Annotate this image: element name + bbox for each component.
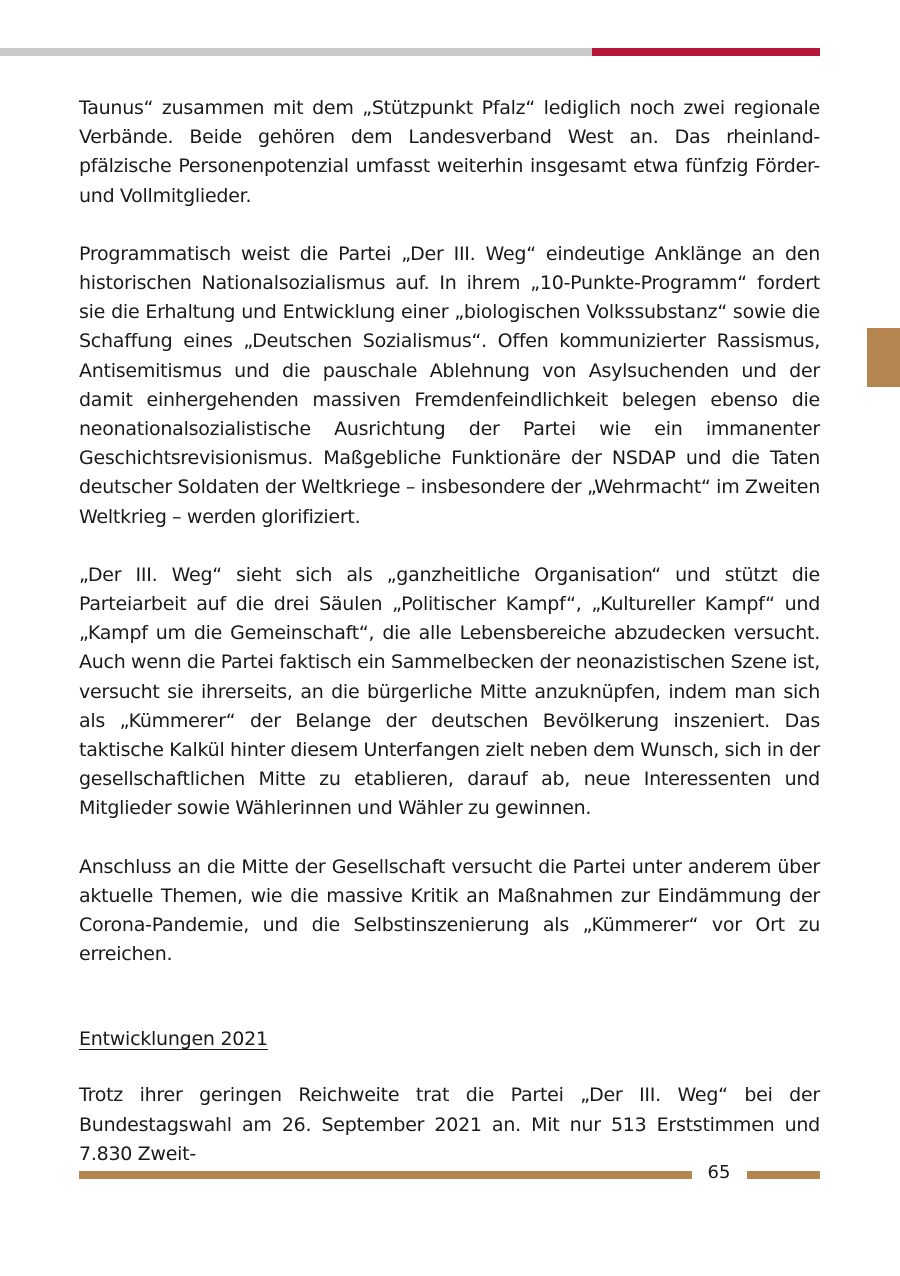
section-heading: Entwicklungen 2021	[79, 1028, 268, 1051]
footer-rule-right	[747, 1171, 820, 1179]
header-rule-accent	[592, 48, 820, 56]
paragraph-4: Anschluss an die Mitte der Gesellschaft versucht die Partei unter anderem über aktuelle Themen, wie die massive Kritik an Maßnahmen zur Eindämmung der Corona-Pandemie, und die Selbstinszenierung als „Kümmerer“ vor Ort zu erreichen.	[79, 855, 820, 966]
page-body	[79, 94, 820, 1198]
page-number: 65	[707, 1162, 731, 1183]
paragraph-2: Programmatisch weist die Partei „Der III. Weg“ eindeutige Anklänge an den historischen Nationalsozialismus auf. In ihrem „10-Punkte-Programm“ fordert sie die Erhaltung und Entwicklung einer „biologischen Volkssubstanz“ sowie die Schaffung eines „Deutschen Sozialismus“. Offen kommunizierter Rassismus, Antisemitismus und die pauschale Ablehnung von Asylsuchenden und der damit einhergehenden massiven Fremdenfeindlichkeit belegen ebenso die neonationalsozialistische Ausrichtung der Partei wie ein immanenter Geschichtsrevisionismus. Maßgebliche Funktionäre der NSDAP und die Taten deutscher Soldaten der Weltkriege – insbesondere der „Wehrmacht“ im Zweiten Weltkrieg – werden glorifiziert.	[79, 242, 820, 528]
footer-rule-left	[79, 1171, 692, 1179]
header-rule-gray	[0, 48, 592, 56]
section-paragraph: Trotz ihrer geringen Reichweite trat die Partei „Der III. Weg“ bei der Bundestagswahl am 26. September 2021 an. Mit nur 513 Erststimmen und 7.830 Zweit-	[79, 1084, 820, 1165]
chapter-side-tab	[867, 328, 900, 387]
paragraph-3: „Der III. Weg“ sieht sich als „ganzheitliche Organisation“ und stützt die Parteiarbeit auf die drei Säulen „Politischer Kampf“, „Kultureller Kampf“ und „Kampf um die Gemeinschaft“, die alle Lebensbereiche abzudecken versucht. Auch wenn die Partei faktisch ein Sammelbecken der neonazistischen Szene ist, versucht sie ihrerseits, an die bürgerliche Mitte anzuknüpfen, indem man sich als „Kümmerer“ der Belange der deutschen Bevölkerung inszeniert. Das taktische Kalkül hinter diesem Unterfangen zielt neben dem Wunsch, sich in der gesellschaftlichen Mitte zu etablieren, darauf ab, neue Interessenten und Mitglieder sowie Wählerinnen und Wähler zu gewinnen.	[79, 563, 820, 820]
paragraph-1: Taunus“ zusammen mit dem „Stützpunkt Pfalz“ lediglich noch zwei regionale Verbände. Beide gehören dem Landesverband West an. Das rheinland-pfälzische Personenpotenzial umfasst weiterhin insgesamt etwa fünfzig Förder- und Vollmitglieder.	[79, 97, 820, 207]
